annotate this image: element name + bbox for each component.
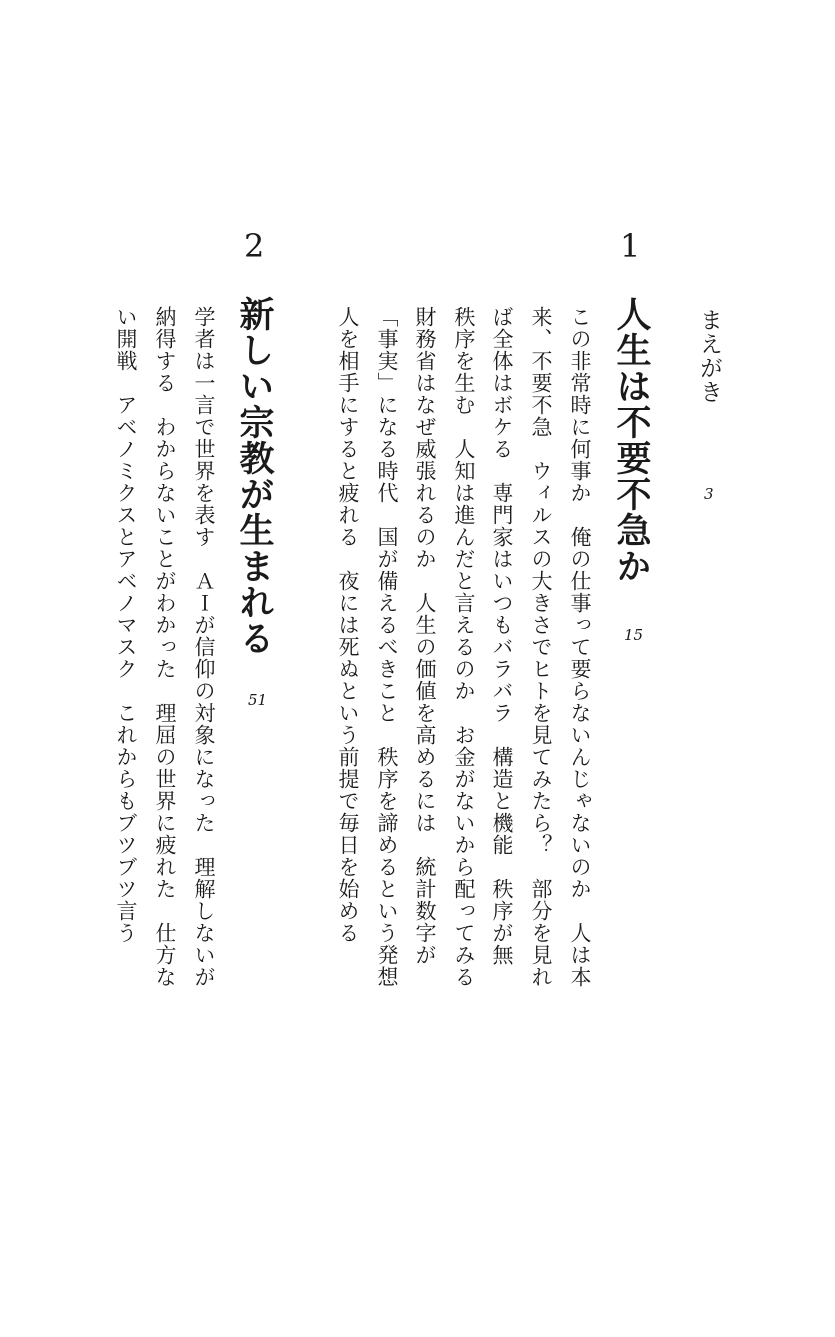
chapter-1-page-number: 15 — [624, 626, 644, 644]
chapter-1-line-6: 「事実」になる時代 国が備えるべきこと 秩序を諦めるという発想 — [375, 306, 399, 988]
chapter-2-title: 新しい宗教が生まれる — [234, 296, 275, 656]
chapter-2-line-3: い開戦 アベノミクスとアベノマスク これからもブツブツ言う — [114, 306, 138, 944]
chapter-1-line-5: 財務省はなぜ威張れるのか 人生の価値を高めるには 統計数字が — [413, 306, 437, 966]
chapter-1-title: 人生は不要不急か — [611, 296, 652, 584]
chapter-1-line-4: 秩序を生む 人知は進んだと言えるのか お金がないから配ってみる — [452, 306, 476, 988]
preface-page-number: 3 — [704, 485, 714, 503]
chapter-2-line-1: 学者は一言で世界を表す ＡＩが信仰の対象になった 理解しないが — [192, 306, 216, 988]
chapter-1-line-2: 来、不要不急 ウィルスの大きさでヒトを見てみたら？ 部分を見れ — [529, 306, 553, 988]
preface-title: まえがき — [696, 308, 722, 404]
chapter-1-line-1: この非常時に何事か 俺の仕事って要らないんじゃないのか 人は本 — [568, 306, 592, 988]
chapter-2-page-number: 51 — [248, 691, 268, 709]
chapter-1-number: 1 — [620, 227, 641, 265]
chapter-1-line-7: 人を相手にすると疲れる 夜には死ぬという前提で毎日を始める — [336, 306, 360, 944]
chapter-2-number: 2 — [244, 227, 265, 265]
chapter-2-line-2: 納得する わからないことがわかった 理屈の世界に疲れた 仕方な — [153, 306, 177, 988]
chapter-1-line-3: ば全体はボケる 専門家はいつもバラバラ 構造と機能 秩序が無 — [490, 306, 514, 966]
